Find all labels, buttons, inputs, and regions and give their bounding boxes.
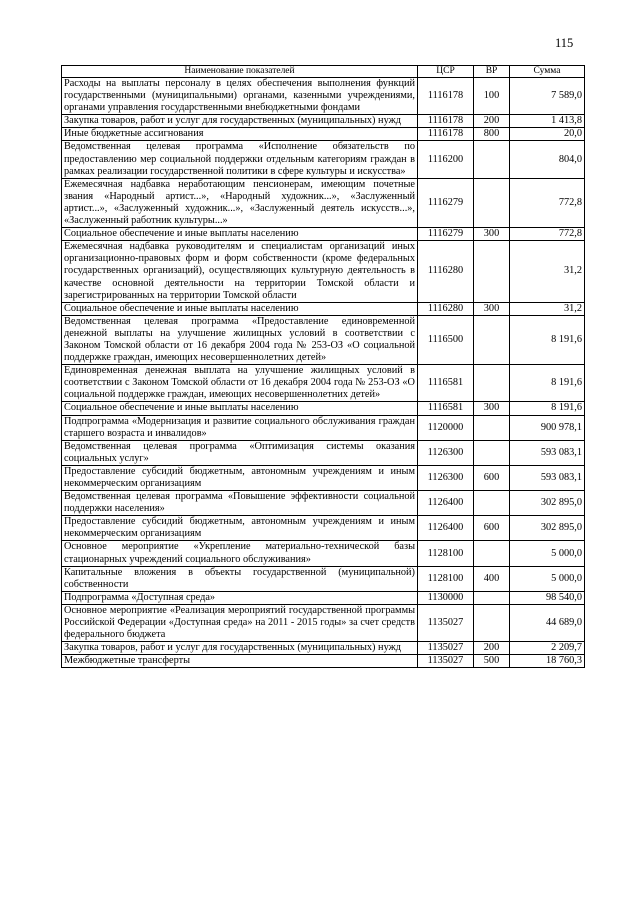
row-code: 1116280 xyxy=(418,302,474,315)
row-name: Подпрограмма «Модернизация и развитие социального обслуживания граждан старшего возраста и инвалидов» xyxy=(62,415,418,440)
row-amount: 7 589,0 xyxy=(510,78,585,115)
header-code: ЦСР xyxy=(418,66,474,78)
row-vr xyxy=(474,415,510,440)
row-vr xyxy=(474,178,510,227)
row-vr: 300 xyxy=(474,402,510,415)
row-amount: 772,8 xyxy=(510,178,585,227)
row-code: 1116581 xyxy=(418,402,474,415)
table-row xyxy=(62,591,585,604)
header-name: Наименование показателей xyxy=(62,66,418,78)
row-code: 1120000 xyxy=(418,415,474,440)
row-vr: 200 xyxy=(474,115,510,128)
row-name: Ведомственная целевая программа «Повышение эффективности социальной поддержки населения» xyxy=(62,491,418,516)
row-amount: 302 895,0 xyxy=(510,491,585,516)
row-amount: 98 540,0 xyxy=(510,591,585,604)
row-amount: 8 191,6 xyxy=(510,365,585,402)
row-code: 1126400 xyxy=(418,491,474,516)
table-row xyxy=(62,402,585,415)
row-code: 1128100 xyxy=(418,541,474,566)
row-amount: 8 191,6 xyxy=(510,402,585,415)
budget-table xyxy=(61,65,585,668)
row-amount: 31,2 xyxy=(510,302,585,315)
row-name: Социальное обеспечение и иные выплаты населению xyxy=(62,228,418,241)
row-name: Ведомственная целевая программа «Исполнение обязательств по предоставлению мер социальной поддержки отдельным категориям граждан в рамках реализации государственной политики в сфере культуры и искусства» xyxy=(62,141,418,178)
row-code: 1116178 xyxy=(418,128,474,141)
row-code: 1116279 xyxy=(418,178,474,227)
row-code: 1116500 xyxy=(418,315,474,364)
table-row xyxy=(62,465,585,490)
table-row xyxy=(62,655,585,668)
row-amount: 302 895,0 xyxy=(510,516,585,541)
row-name: Ведомственная целевая программа «Оптимизация системы оказания социальных услуг» xyxy=(62,440,418,465)
table-row xyxy=(62,115,585,128)
row-name: Иные бюджетные ассигнования xyxy=(62,128,418,141)
row-amount: 8 191,6 xyxy=(510,315,585,364)
table-row xyxy=(62,541,585,566)
row-code: 1116581 xyxy=(418,365,474,402)
row-code: 1116200 xyxy=(418,141,474,178)
row-vr xyxy=(474,604,510,641)
row-name: Предоставление субсидий бюджетным, автономным учреждениям и иным некоммерческим организациям xyxy=(62,465,418,490)
row-amount: 5 000,0 xyxy=(510,566,585,591)
table-row xyxy=(62,315,585,364)
row-amount: 593 083,1 xyxy=(510,440,585,465)
row-vr xyxy=(474,491,510,516)
row-name: Ежемесячная надбавка неработающим пенсионерам, имеющим почетные звания «Народный артист...», «Народный художник...», «Заслуженный артист...», «Заслуженный художник...», «Заслуженный деятель искусств...», «Заслуженный работник культуры...» xyxy=(62,178,418,227)
row-amount: 18 760,3 xyxy=(510,655,585,668)
row-code: 1128100 xyxy=(418,566,474,591)
row-vr xyxy=(474,541,510,566)
row-amount: 5 000,0 xyxy=(510,541,585,566)
table-row xyxy=(62,516,585,541)
table-row xyxy=(62,128,585,141)
row-name: Ежемесячная надбавка руководителям и специалистам организаций иных организационно-правовых форм и форм собственности (кроме федеральных государственных организаций), осуществляющих культурную деятельность в качестве основной деятельности на территории Томской области и зарегистрированных на территории Томской области xyxy=(62,241,418,302)
row-code: 1116279 xyxy=(418,228,474,241)
table-row xyxy=(62,642,585,655)
row-vr xyxy=(474,365,510,402)
row-vr xyxy=(474,141,510,178)
row-name: Закупка товаров, работ и услуг для государственных (муниципальных) нужд xyxy=(62,642,418,655)
row-amount: 20,0 xyxy=(510,128,585,141)
row-code: 1135027 xyxy=(418,604,474,641)
row-vr xyxy=(474,591,510,604)
table-row xyxy=(62,440,585,465)
row-name: Основное мероприятие «Реализация мероприятий государственной программы Российской Федерации «Доступная среда» на 2011 - 2015 годы» за счет средств федерального бюджета xyxy=(62,604,418,641)
table-row xyxy=(62,566,585,591)
row-name: Закупка товаров, работ и услуг для государственных (муниципальных) нужд xyxy=(62,115,418,128)
row-amount: 772,8 xyxy=(510,228,585,241)
row-name: Ведомственная целевая программа «Предоставление единовременной денежной выплаты на улучшение жилищных условий в соответствии с Законом Томской области от 16 декабря 2004 года № 253-ОЗ «О социальной поддержке граждан, имеющих несовершеннолетних детей» xyxy=(62,315,418,364)
row-vr: 500 xyxy=(474,655,510,668)
table-row xyxy=(62,491,585,516)
row-vr: 100 xyxy=(474,78,510,115)
row-amount: 900 978,1 xyxy=(510,415,585,440)
table-row xyxy=(62,604,585,641)
table-header-row xyxy=(62,66,585,78)
row-amount: 44 689,0 xyxy=(510,604,585,641)
row-code: 1116178 xyxy=(418,78,474,115)
row-amount: 31,2 xyxy=(510,241,585,302)
header-amount: Сумма xyxy=(510,66,585,78)
row-code: 1116280 xyxy=(418,241,474,302)
row-amount: 593 083,1 xyxy=(510,465,585,490)
header-vr: ВР xyxy=(474,66,510,78)
row-vr xyxy=(474,241,510,302)
table-row xyxy=(62,365,585,402)
row-name: Предоставление субсидий бюджетным, автономным учреждениям и иным некоммерческим организациям xyxy=(62,516,418,541)
table-row xyxy=(62,141,585,178)
row-vr xyxy=(474,440,510,465)
table-row xyxy=(62,178,585,227)
row-name: Межбюджетные трансферты xyxy=(62,655,418,668)
row-name: Социальное обеспечение и иные выплаты населению xyxy=(62,302,418,315)
row-name: Основное мероприятие «Укрепление материально-технической базы стационарных учреждений социального обслуживания» xyxy=(62,541,418,566)
row-code: 1135027 xyxy=(418,655,474,668)
row-vr: 600 xyxy=(474,516,510,541)
row-vr: 600 xyxy=(474,465,510,490)
row-vr: 300 xyxy=(474,228,510,241)
row-amount: 1 413,8 xyxy=(510,115,585,128)
row-vr: 300 xyxy=(474,302,510,315)
table-row xyxy=(62,415,585,440)
row-name: Расходы на выплаты персоналу в целях обеспечения выполнения функций государственными (муниципальными) органами, казенными учреждениями, органами управления государственными внебюджетными фондами xyxy=(62,78,418,115)
row-name: Единовременная денежная выплата на улучшение жилищных условий в соответствии с Законом Томской области от 16 декабря 2004 года № 253-ОЗ «О социальной поддержке граждан, имеющих несовершеннолетних детей» xyxy=(62,365,418,402)
row-code: 1126300 xyxy=(418,440,474,465)
row-vr xyxy=(474,315,510,364)
table-row xyxy=(62,241,585,302)
row-vr: 400 xyxy=(474,566,510,591)
page-number: 115 xyxy=(555,36,574,50)
row-vr: 200 xyxy=(474,642,510,655)
table-row xyxy=(62,228,585,241)
table-row xyxy=(62,302,585,315)
row-code: 1130000 xyxy=(418,591,474,604)
table-row xyxy=(62,78,585,115)
row-code: 1126400 xyxy=(418,516,474,541)
row-name: Социальное обеспечение и иные выплаты населению xyxy=(62,402,418,415)
row-amount: 804,0 xyxy=(510,141,585,178)
row-code: 1116178 xyxy=(418,115,474,128)
row-name: Подпрограмма «Доступная среда» xyxy=(62,591,418,604)
row-code: 1126300 xyxy=(418,465,474,490)
row-name: Капитальные вложения в объекты государственной (муниципальной) собственности xyxy=(62,566,418,591)
table-body xyxy=(62,78,585,668)
row-code: 1135027 xyxy=(418,642,474,655)
row-vr: 800 xyxy=(474,128,510,141)
row-amount: 2 209,7 xyxy=(510,642,585,655)
